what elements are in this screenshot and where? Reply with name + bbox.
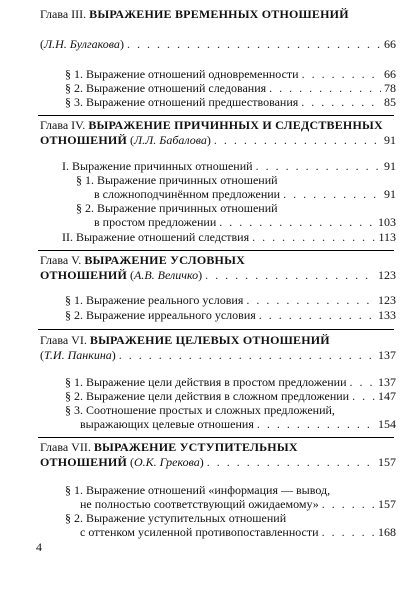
page-number: 137 [378, 375, 396, 389]
entry-text: не полностью соответствующий ожидаемому» [80, 497, 319, 511]
chapter-3-heading [40, 7, 349, 22]
chapter-6-author-line: ( Т.И. Панкина ) . . . 137 [40, 348, 396, 363]
chapter-label: Глава VII. [40, 440, 91, 454]
section-rule [38, 437, 394, 438]
chapter-label: Глава III. [40, 7, 87, 21]
page-number: 91 [384, 133, 396, 147]
entry-text: в простом предложении [94, 215, 217, 229]
page-number: 66 [384, 67, 396, 81]
chapter-author: Т.И. Панкина [44, 348, 112, 362]
page-number: 168 [378, 525, 396, 539]
toc-entry-cont [80, 417, 396, 432]
chapter-7-heading [40, 440, 298, 455]
chapter-7-author-line: ОТНОШЕНИЙ ( О.К. Грекова ) . . . 157 [40, 455, 396, 470]
toc-entry [65, 67, 396, 82]
chapter-author: А.В. Величко [134, 268, 199, 282]
toc-entry [62, 230, 396, 245]
section-rule [38, 115, 394, 116]
toc-entry [62, 159, 396, 174]
page-number: 147 [378, 389, 396, 403]
dot-leader [127, 37, 381, 52]
toc-entry [65, 403, 335, 418]
page-number: 157 [378, 497, 396, 511]
chapter-5-heading [40, 253, 245, 268]
entry-text: § 2. Выражение причинных отношений [76, 201, 278, 215]
entry-text: в сложноподчинённом предложении [94, 187, 281, 201]
page-number: 85 [384, 95, 396, 109]
page-number: 123 [378, 293, 396, 307]
entry-text: § 1. Выражение причинных отношений [76, 173, 278, 187]
entry-text: с оттенком усиленной противопоставленности [80, 525, 319, 539]
chapter-label: Глава V. [40, 253, 82, 267]
entry-text: I. Выражение причинных отношений [62, 159, 253, 173]
toc-entry [65, 95, 396, 110]
toc-entry [76, 201, 278, 216]
chapter-title: ВЫРАЖЕНИЕ ЦЕЛЕВЫХ ОТНОШЕНИЙ [89, 333, 330, 347]
chapter-author: Л.Л. Бабалова [134, 133, 207, 147]
toc-entry-cont [94, 215, 396, 230]
page-number: 137 [378, 348, 396, 362]
toc-entry-cont [94, 187, 396, 202]
page-number: 91 [384, 187, 396, 201]
chapter-4-heading [40, 118, 383, 133]
toc-entry [65, 293, 396, 308]
entry-text: § 1. Выражение цели действия в простом предложении [65, 375, 347, 389]
page-number: 113 [378, 230, 396, 244]
entry-text: § 1. Выражение отношений одновременности [65, 67, 299, 81]
entry-text: § 1. Выражение реального условия [65, 293, 244, 307]
chapter-label: Глава IV. [40, 118, 86, 132]
toc-entry [65, 81, 396, 96]
toc-entry [65, 511, 286, 526]
entry-text: § 3. Соотношение простых и сложных предложений, [65, 403, 335, 417]
chapter-5-author-line: ОТНОШЕНИЙ ( А.В. Величко ) . . . 123 [40, 268, 396, 283]
entry-text: II. Выражение отношений следствия [62, 230, 250, 244]
toc-entry [65, 389, 396, 404]
page-number: 103 [378, 215, 396, 229]
entry-text: § 2. Выражение ирреального условия [65, 308, 256, 322]
page-number: 157 [378, 455, 396, 469]
toc-entry [76, 173, 278, 188]
toc-entry-cont [80, 497, 396, 512]
section-rule [38, 329, 394, 330]
toc-entry [65, 308, 396, 323]
toc-entry-cont [80, 525, 396, 540]
chapter-title: ВЫРАЖЕНИЕ УСТУПИТЕЛЬНЫХ [93, 440, 298, 454]
page-number: 78 [384, 81, 396, 95]
page-number: 133 [378, 308, 396, 322]
page-folio: 4 [36, 540, 42, 554]
page-number: 154 [378, 417, 396, 431]
toc-entry [65, 483, 330, 498]
chapter-author: Л.Н. Булгакова [44, 37, 120, 51]
entry-text: § 2. Выражение цели действия в сложном предложении [65, 389, 350, 403]
chapter-title-cont: ОТНОШЕНИЙ [40, 133, 127, 147]
page-number: 91 [384, 159, 396, 173]
chapter-title-cont: ОТНОШЕНИЙ [40, 268, 127, 282]
section-rule [38, 250, 394, 251]
entry-text: § 2. Выражение отношений следования [65, 81, 267, 95]
chapter-author: О.К. Грекова [134, 455, 200, 469]
chapter-4-author-line: ОТНОШЕНИЙ ( Л.Л. Бабалова ) . . . 91 [40, 133, 396, 148]
toc-entry [65, 375, 396, 390]
chapter-6-heading [40, 333, 330, 348]
entry-text: выражающих целевые отношения [80, 417, 254, 431]
chapter-title-cont: ОТНОШЕНИЙ [40, 455, 127, 469]
chapter-label: Глава VI. [40, 333, 87, 347]
chapter-title: ВЫРАЖЕНИЕ ПРИЧИННЫХ И СЛЕДСТВЕННЫХ [88, 118, 383, 132]
chapter-title: ВЫРАЖЕНИЕ УСЛОВНЫХ [84, 253, 245, 267]
entry-text: § 3. Выражение отношений предшествования [65, 95, 299, 109]
page-number: 123 [378, 268, 396, 282]
entry-text: § 1. Выражение отношений «информация — вывод, [65, 483, 331, 497]
chapter-title: ВЫРАЖЕНИЕ ВРЕМЕННЫХ ОТНОШЕНИЙ [89, 7, 349, 21]
page-number: 66 [384, 37, 396, 51]
chapter-3-author-line: ( Л.Н. Булгакова ) . . . 66 [40, 37, 396, 52]
entry-text: § 2. Выражение уступительных отношений [65, 511, 287, 525]
